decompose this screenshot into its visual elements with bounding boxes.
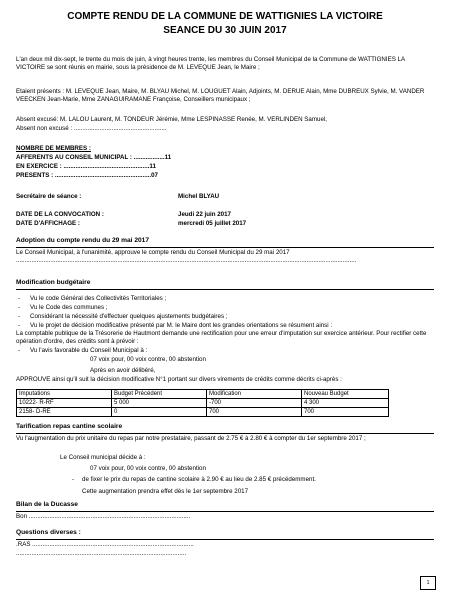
bullet-icon: - [18, 305, 20, 311]
budget-bullet-2: Vu le Code des communes ; [30, 304, 108, 311]
title-line-1: COMPTE RENDU DE LA COMMUNE DE WATTIGNIES LA VICTOIRE [67, 11, 383, 22]
convocation-value: Jeudi 22 juin 2017 [178, 211, 231, 218]
presents-paragraph: Etaient présents : M. LEVEQUE Jean, Maire, M. BLYAU Michel, M. LOUGUET Alain, Adjoints, M. DERUE Alain, Mme DUBREUX Sylvie, M. VANDER VEECKEN Jean-Marie, Mme ZANAGUIRAMANE Françoise, Conseillers municipaux ; [16, 88, 425, 103]
tarif-decide: Le Conseil municipal décide à : [60, 454, 146, 461]
budget-votes: 07 voix pour, 00 voix contre, 00 abstention [90, 356, 206, 363]
ducasse-text: Bon .............................................................................................. [16, 513, 191, 520]
budget-delibere: Après en avoir délibéré, [90, 367, 156, 374]
members-afferents: AFFERENTS AU CONSEIL MUNICIPAL : ..................11 [16, 154, 172, 161]
convocation-label: DATE DE LA CONVOCATION : [16, 211, 104, 218]
table-row [17, 399, 389, 408]
tarif-bullet: de fixer le prix du repas de cantine scolaire à 2.90 € au lieu de 2.85 € précédemment. [82, 476, 316, 483]
table-cell: 2158- D-RE [17, 408, 112, 417]
bullet-icon: - [72, 477, 74, 483]
secretaire-label: Secrétaire de séance : [16, 193, 82, 200]
tarif-heading: Tarification repas cantine scolaire [16, 423, 123, 430]
members-presents: PRESENTS : ........................................................07 [16, 172, 159, 179]
adoption-dots: ...................................................................................................................................................................................................... [16, 258, 357, 264]
affichage-label: DATE D'AFFICHAGE : [16, 220, 80, 227]
affichage-value: mercredi 05 juillet 2017 [178, 220, 247, 227]
members-exercice: EN EXERCICE : ..................................................11 [16, 163, 156, 170]
questions-heading: Questions diverses : [16, 529, 81, 536]
bullet-icon: - [18, 348, 20, 354]
table-cell: 0 [112, 408, 207, 417]
non-excuse-line: Absent non excusé : ...................................................... [16, 125, 167, 132]
excuses-line: Absent excusé: M. LALOU Laurent, M. TONDEUR Jérémie, Mme LESPINASSE Renée, M. VERLINDEN Samuel, [16, 116, 327, 123]
adoption-heading: Adoption du compte rendu du 29 mai 2017 [16, 237, 149, 244]
table-cell: 700 [302, 408, 389, 417]
table-header-row [17, 390, 389, 399]
budget-text: La comptable publique de la Trésorerie de Hautmont demande une rectification pour une erreur d'imputation sur exercice antérieur. Pour rectifier cette opération d'ordre, des crédits sont à prévoir : [16, 330, 427, 345]
ducasse-rule [16, 511, 434, 512]
questions-rule [16, 539, 434, 540]
budget-table [16, 389, 389, 417]
budget-bullet-1: Vu le code Général des Collectivités Territoriales ; [30, 295, 167, 302]
table-cell: 700 [207, 408, 302, 417]
budget-bullet-3: Considérant la nécessité d'effectuer quelques ajustements budgétaires ; [30, 313, 228, 320]
adoption-rule [16, 247, 434, 248]
tarif-text: Vu l'augmentation du prix unitaire du repas par notre prestataire, passant de 2.75 € à 2.80 € à compter du 1er septembre 2017 ; [16, 435, 366, 442]
bullet-icon: - [18, 314, 20, 320]
members-heading: NOMBRE DE MEMBRES : [16, 145, 91, 152]
table-header-cell: Imputations [17, 390, 112, 399]
tarif-votes: 07 voix pour, 00 voix contre, 00 abstention [90, 465, 206, 472]
adoption-text: Le Conseil Municipal, à l'unanimité, approuve le compte rendu du Conseil Municipal du 29 mai 2017 [16, 249, 290, 256]
table-row [17, 408, 389, 417]
ducasse-heading: Bilan de la Ducasse [16, 501, 78, 508]
budget-approve: APPROUVE ainsi qu'il suit la décision modificative N°1 portant sur divers virements de crédits comme décrits ci-après : [16, 376, 342, 383]
table-cell: -700 [207, 399, 302, 408]
table-header-cell: Modification [207, 390, 302, 399]
budget-avis: Vu l'avis favorable du Conseil Municipal à : [30, 347, 148, 354]
table-cell: 10222- R-RF [17, 399, 112, 408]
table-cell: 5 000 [112, 399, 207, 408]
budget-heading: Modification budgétaire [16, 279, 91, 286]
questions-line-2: ................................................................................................... [16, 550, 187, 557]
bullet-icon: - [18, 296, 20, 302]
budget-bullet-4: Vu le projet de décision modificative présenté par M. le Maire dont les grandes orientations se résument ainsi : [30, 322, 333, 329]
title-line-2: SEANCE DU 30 JUIN 2017 [163, 25, 287, 36]
budget-rule [16, 289, 434, 290]
tarif-effet: Cette augmentation prendra effet dès le 1er septembre 2017 [82, 488, 249, 495]
bullet-icon: - [18, 323, 20, 329]
tarif-rule [16, 433, 434, 434]
table-header-cell: Budget Précédent [112, 390, 207, 399]
table-header-cell: Nouveau Budget [302, 390, 389, 399]
secretaire-value: Michel BLYAU [178, 193, 220, 200]
table-cell: 4 300 [302, 399, 389, 408]
page-number: 1 [420, 576, 436, 590]
questions-line-1: .RAS .............................................................................................. [16, 541, 194, 548]
intro-paragraph: L'an deux mil dix-sept, le trente du mois de juin, à vingt heures trente, les membres du Conseil Municipal de la Commune de WATTIGNIES LA VICTOIRE se sont réunis en mairie, sous la présidence de M. LEVEQUE Jean, le Maire ; [16, 56, 405, 71]
